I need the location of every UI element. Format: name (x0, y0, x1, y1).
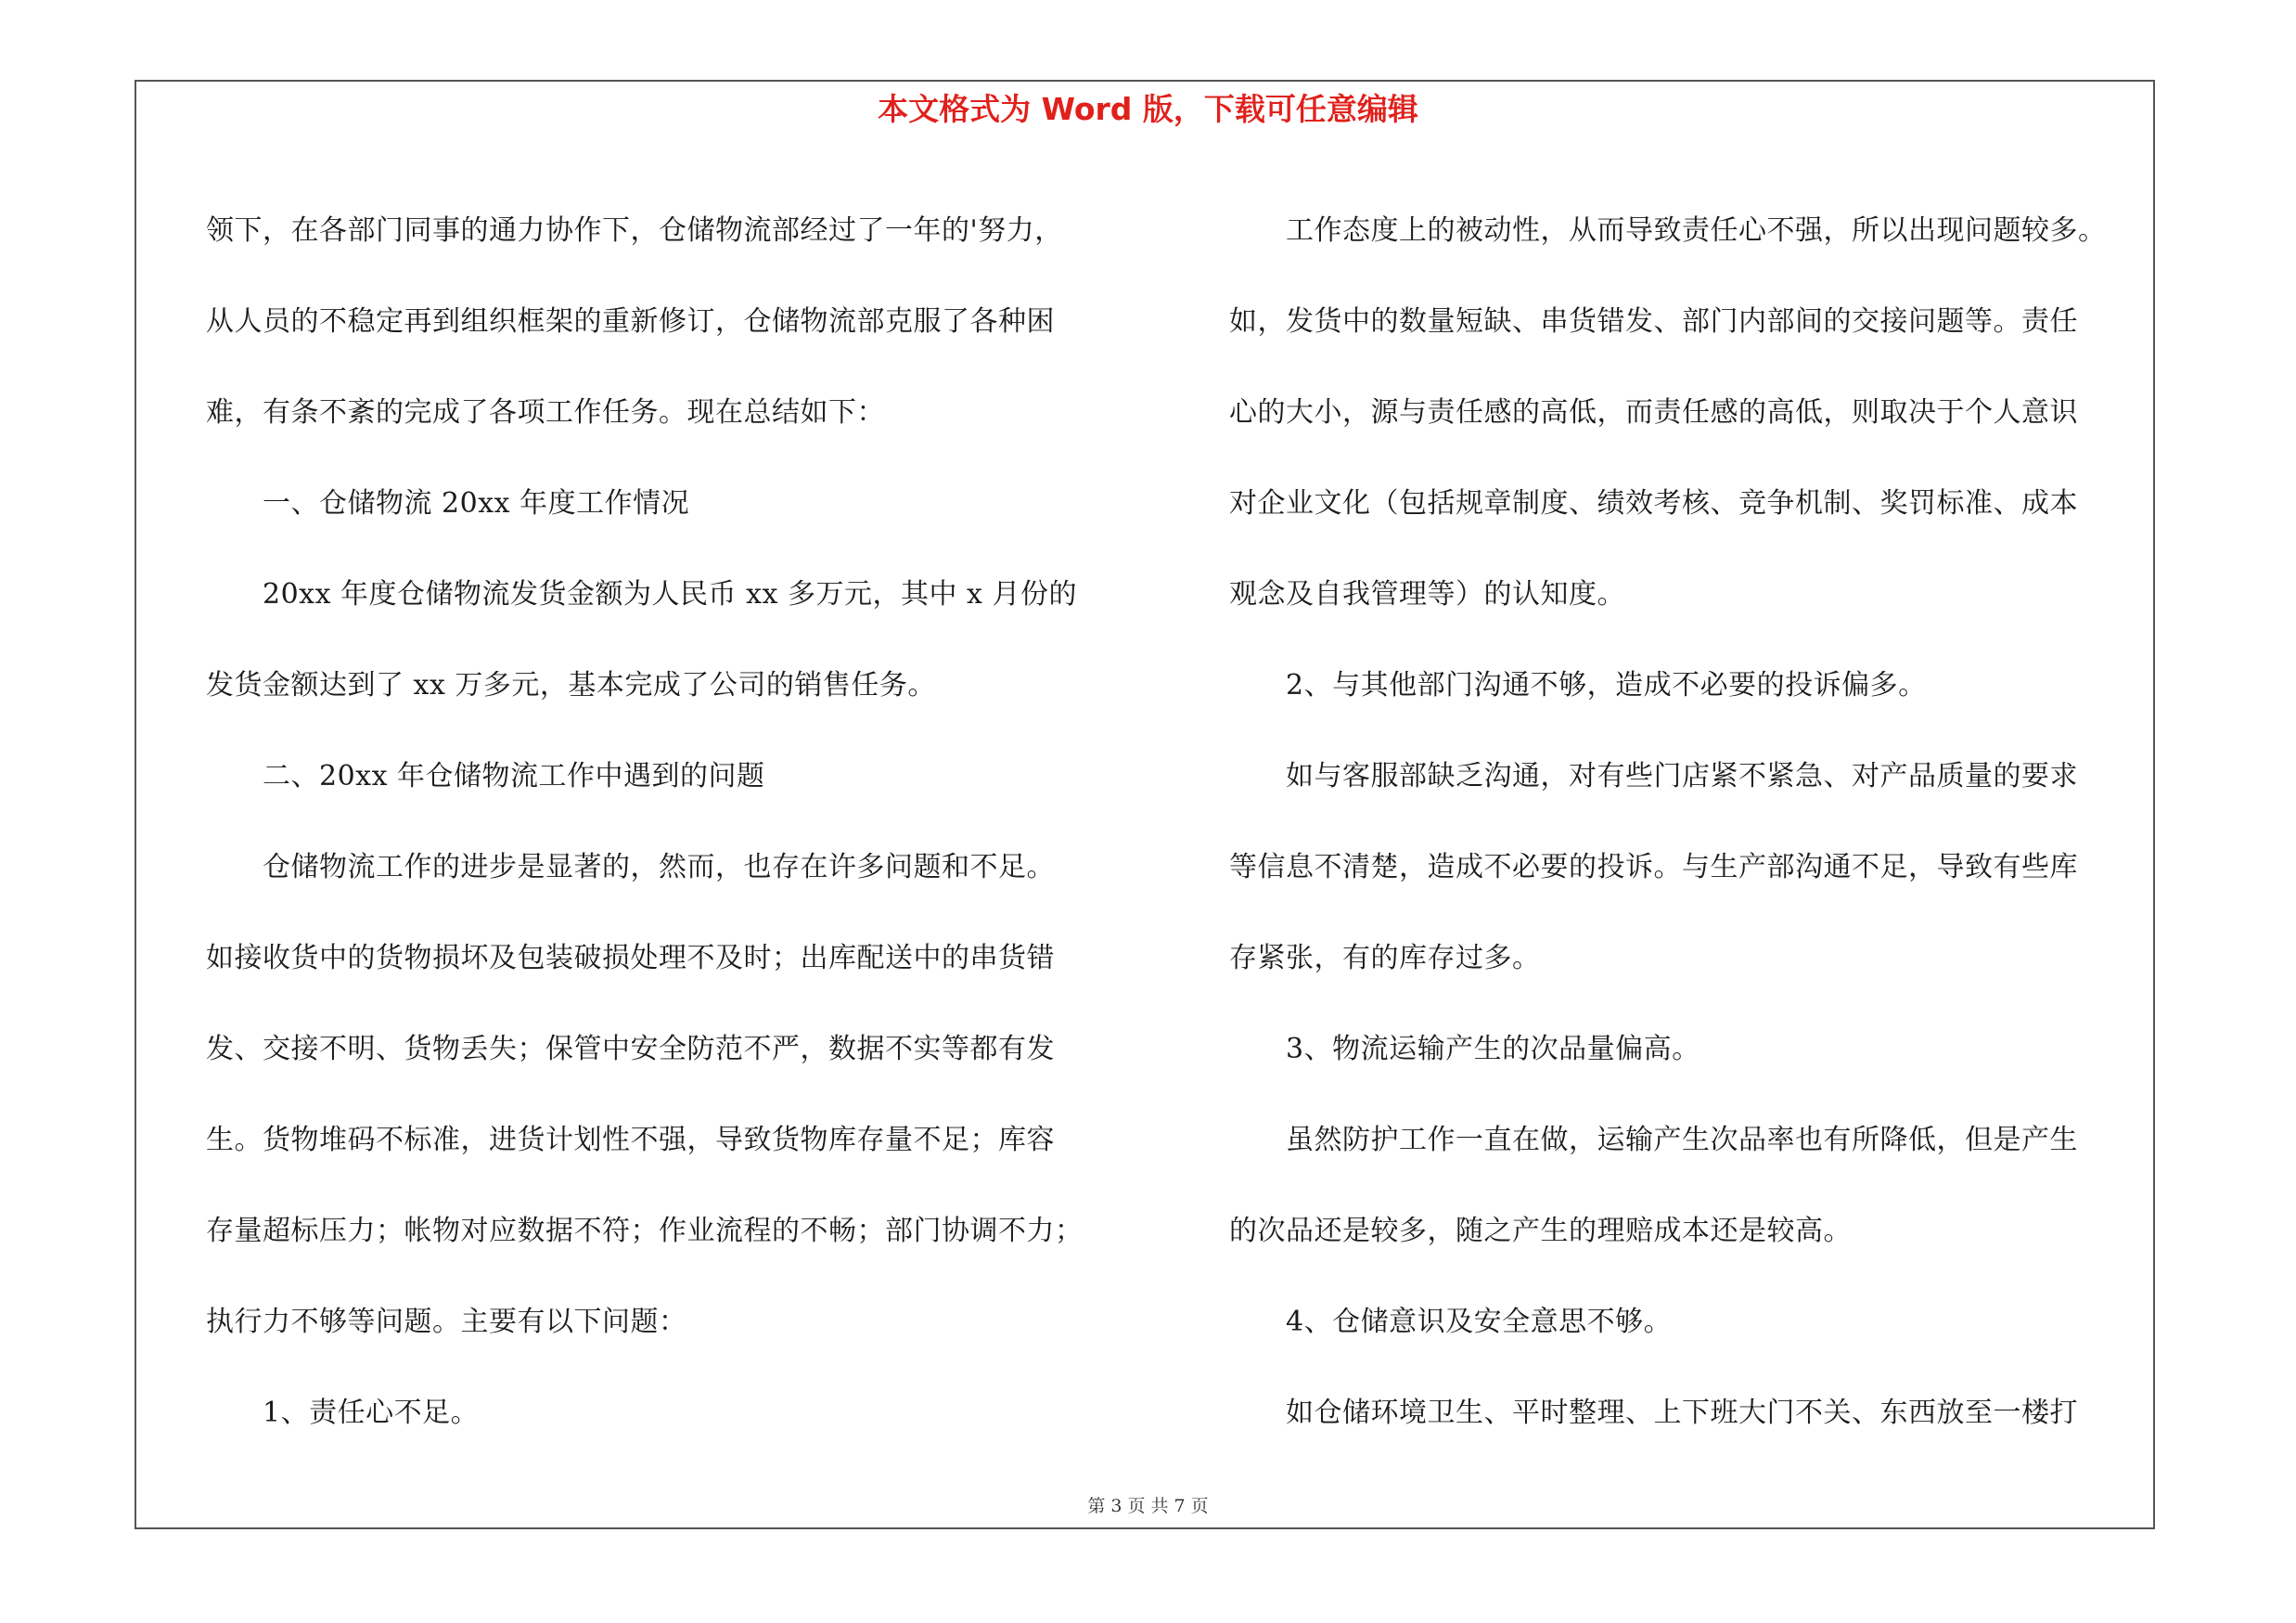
text-line: 心的大小，源与责任感的高低，而责任感的高低，则取决于个人意识 (1229, 396, 2078, 429)
text-line: 4、仓储意识及安全意思不够。 (1229, 1306, 1673, 1338)
text-line: 发、交接不明、货物丢失；保管中安全防范不严，数据不实等都有发 (206, 1033, 1055, 1065)
text-line: 1、责任心不足。 (206, 1397, 480, 1429)
text-line: 对企业文化（包括规章制度、绩效考核、竞争机制、奖罚标准、成本 (1229, 487, 2078, 520)
text-line: 一、仓储物流 20xx 年度工作情况 (206, 487, 690, 520)
text-line: 虽然防护工作一直在做，运输产生次品率也有所降低，但是产生 (1229, 1124, 2078, 1156)
text-line: 从人员的不稳定再到组织框架的重新修订，仓储物流部克服了各种困 (206, 305, 1055, 338)
text-line: 工作态度上的被动性，从而导致责任心不强，所以出现问题较多。 (1229, 214, 2107, 247)
text-line: 存紧张，有的库存过多。 (1229, 942, 1541, 974)
text-line: 20xx 年度仓储物流发货金额为人民币 xx 多万元，其中 x 月份的 (206, 578, 1077, 611)
text-line: 如，发货中的数量短缺、串货错发、部门内部间的交接问题等。责任 (1229, 305, 2078, 338)
page-number-footer: 第 3 页 共 7 页 (1087, 1496, 1209, 1516)
word-format-banner: 本文格式为 Word 版，下载可任意编辑 (878, 91, 1418, 127)
text-line: 等信息不清楚，造成不必要的投诉。与生产部沟通不足，导致有些库 (1229, 851, 2078, 883)
text-line: 难，有条不紊的完成了各项工作任务。现在总结如下： (206, 396, 885, 429)
left-text-column (206, 186, 1124, 1459)
text-line: 存量超标压力；帐物对应数据不符；作业流程的不畅；部门协调不力； (206, 1215, 1084, 1247)
text-line: 发货金额达到了 xx 万多元，基本完成了公司的销售任务。 (206, 669, 936, 702)
text-line: 2、与其他部门沟通不够，造成不必要的投诉偏多。 (1229, 669, 1927, 702)
text-line: 的次品还是较多，随之产生的理赔成本还是较高。 (1229, 1215, 1852, 1247)
text-line: 如与客服部缺乏沟通，对有些门店紧不紧急、对产品质量的要求 (1229, 760, 2078, 792)
text-line: 观念及自我管理等）的认知度。 (1229, 578, 1625, 611)
text-line: 仓储物流工作的进步是显著的，然而，也存在许多问题和不足。 (206, 851, 1055, 883)
text-line: 如接收货中的货物损坏及包装破损处理不及时；出库配送中的串货错 (206, 942, 1055, 974)
text-line: 领下，在各部门同事的通力协作下，仓储物流部经过了一年的'努力， (206, 214, 1063, 247)
text-line: 二、20xx 年仓储物流工作中遇到的问题 (206, 760, 765, 792)
right-text-column (1229, 186, 2148, 1459)
text-line: 执行力不够等问题。主要有以下问题： (206, 1306, 687, 1338)
text-line: 生。货物堆码不标准，进货计划性不强，导致货物库存量不足；库容 (206, 1124, 1055, 1156)
text-line: 如仓储环境卫生、平时整理、上下班大门不关、东西放至一楼打 (1229, 1397, 2078, 1429)
text-line: 3、物流运输产生的次品量偏高。 (1229, 1033, 1700, 1065)
